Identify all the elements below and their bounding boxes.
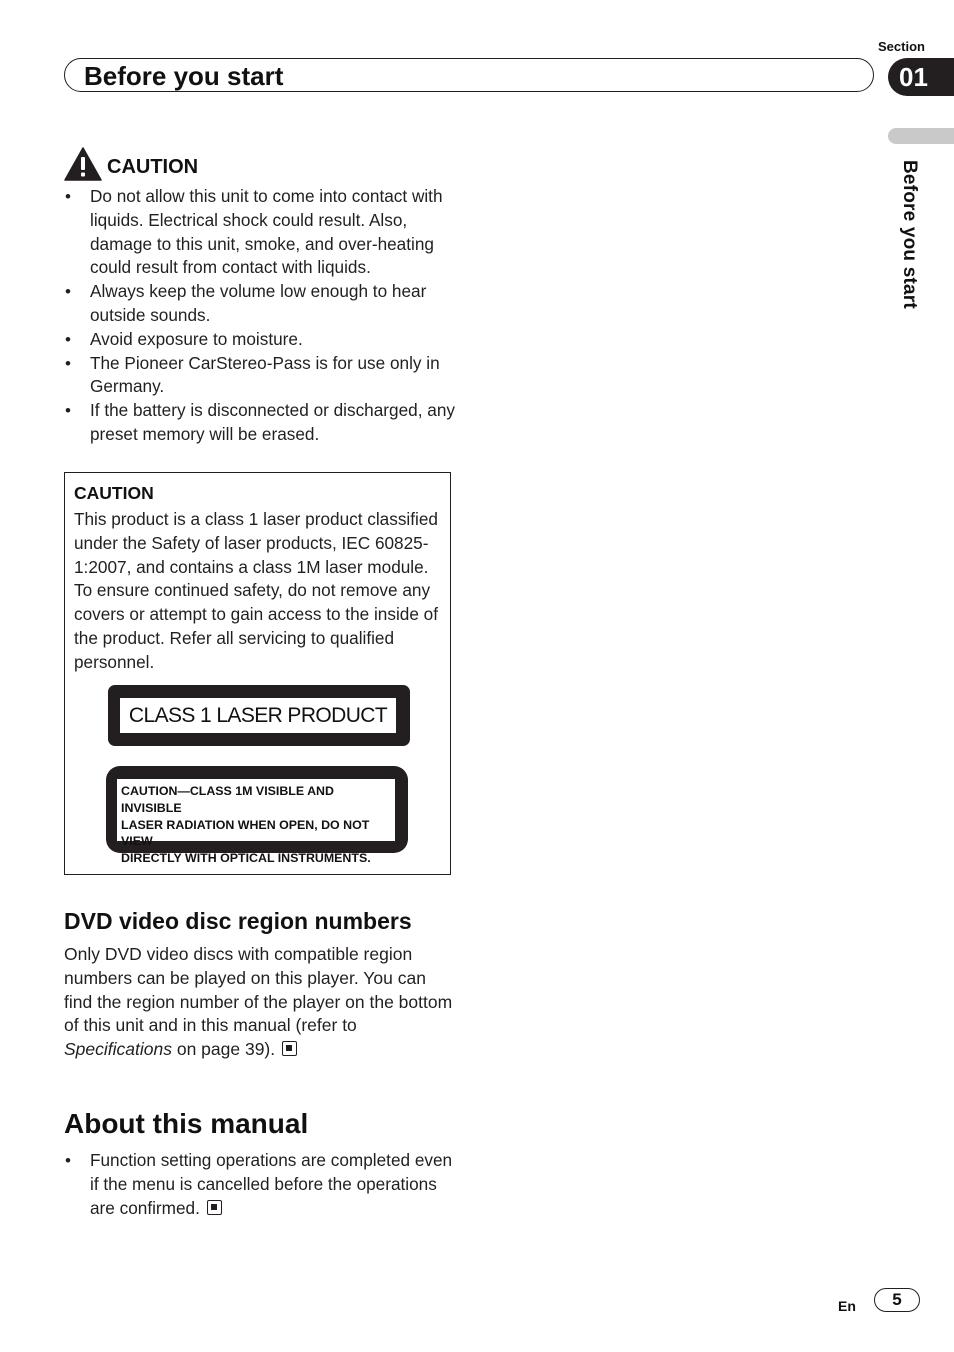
caution-list bbox=[64, 185, 456, 447]
list-item: • Function setting operations are completed even if the menu is cancelled before the operations are confirmed. bbox=[64, 1149, 456, 1220]
list-item: • Avoid exposure to moisture. bbox=[64, 328, 456, 352]
list-item: • Do not allow this unit to come into contact with liquids. Electrical shock could result. Also, damage to this unit, smoke, and over-heating could result from contact with liquids. bbox=[64, 185, 456, 280]
class1m-warning-label-text: CAUTION—CLASS 1M VISIBLE AND INVISIBLE LASER RADIATION WHEN OPEN, DO NOT VIEW DIRECTLY WITH OPTICAL INSTRUMENTS. bbox=[117, 779, 395, 841]
page-number: 5 bbox=[874, 1288, 920, 1312]
end-of-section-icon bbox=[207, 1200, 222, 1215]
list-item: • If the battery is disconnected or discharged, any preset memory will be erased. bbox=[64, 399, 456, 447]
specifications-reference: Specifications bbox=[64, 1039, 172, 1060]
section-number: 01 bbox=[899, 62, 928, 92]
section-label: Section bbox=[878, 39, 925, 54]
class1-laser-label-text: CLASS 1 LASER PRODUCT bbox=[120, 698, 396, 733]
end-of-section-icon bbox=[282, 1041, 297, 1056]
dvd-region-text: Only DVD video discs with compatible region numbers can be played on this player. You can find the region number of the player on the bottom of this unit and in this manual (refer to Specifications on page 39). bbox=[64, 944, 453, 1060]
warning-triangle-icon bbox=[64, 147, 102, 186]
caution-heading: CAUTION bbox=[107, 156, 199, 178]
side-tab-label: Before you start bbox=[899, 160, 920, 309]
dvd-region-heading: DVD video disc region numbers bbox=[64, 908, 412, 934]
about-heading: About this manual bbox=[64, 1108, 309, 1139]
about-list bbox=[64, 1149, 456, 1220]
list-item: • The Pioneer CarStereo-Pass is for use only in Germany. bbox=[64, 352, 456, 400]
class1m-warning-label bbox=[106, 766, 408, 866]
laser-caution-text: This product is a class 1 laser product classified under the Safety of laser products, IEC 60825-1:2007, and contains a class 1M laser module. To ensure continued safety, do not remove any covers or attempt to gain access to the inside of the product. Refer all servicing to qualified personnel. bbox=[74, 509, 438, 672]
page-title: Before you start bbox=[84, 61, 284, 91]
side-tab-marker bbox=[888, 128, 954, 144]
class1-laser-label bbox=[108, 685, 410, 746]
language-label: En bbox=[838, 1298, 856, 1314]
laser-caution-title: CAUTION bbox=[74, 483, 154, 503]
list-item: • Always keep the volume low enough to hear outside sounds. bbox=[64, 280, 456, 328]
